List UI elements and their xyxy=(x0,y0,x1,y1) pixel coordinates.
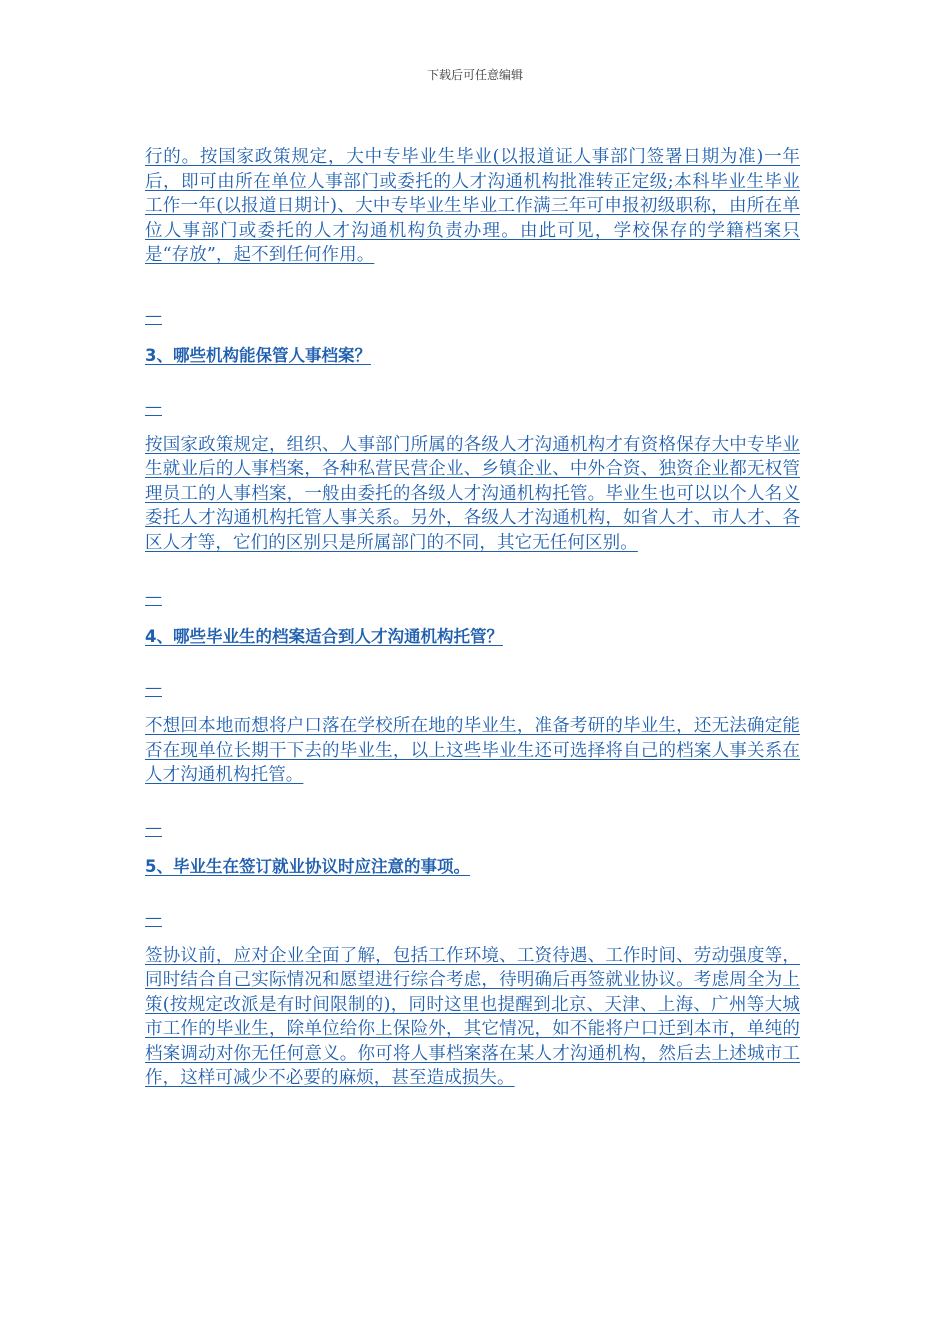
paragraph-link[interactable]: 签协议前，应对企业全面了解，包括工作环境、工资待遇、工作时间、劳动强度等，同时结合自己实际情况和愿望进行综合考虑，待明确后再签就业协议。考虑周全为上策(按规定改派是有时间限制的)，同时这里也提醒到北京、天津、上海、广州等大城市工作的毕业生，除单位给你上保险外，其它情况，如不能将户口迁到本市，单纯的档案调动对你无任何意义。你可将人事档案落在某人才沟通机构，然后去上述城市工作，这样可减少不必要的麻烦，甚至造成损失。 xyxy=(145,945,800,1088)
question-heading-5[interactable]: 5、毕业生在签订就业协议时应注意的事项。 xyxy=(145,856,470,876)
paragraph-link[interactable]: 不想回本地而想将户口落在学校所在地的毕业生，准备考研的毕业生，还无法确定能否在现单位长期干下去的毕业生，以上这些毕业生还可选择将自己的档案人事关系在人才沟通机构托管。 xyxy=(145,716,800,785)
dash-separator: — xyxy=(145,678,162,698)
question-heading-4[interactable]: 4、哪些毕业生的档案适合到人才沟通机构托管？ xyxy=(145,627,503,646)
paragraph-link[interactable]: 行的。按国家政策规定，大中专毕业生毕业(以报道证人事部门签署日期为准)一年后，即可由所在单位人事部门或委托的人才沟通机构批准转正定级;本科毕业生毕业工作一年(以报道日期计)、大中专毕业生毕业工作满三年可申报初级职称，由所在单位人事部门或委托的人才沟通机构负责办理。由此可见，学校保存的学籍档案只是“存放”，起不到任何作用。 xyxy=(145,147,800,265)
question-heading-3[interactable]: 3、哪些机构能保管人事档案？ xyxy=(145,345,371,365)
paragraph-agreement-notes[interactable] xyxy=(145,944,800,1091)
dash-separator: — xyxy=(145,587,162,607)
dash-separator: — xyxy=(145,305,162,326)
paragraph-link[interactable]: 按国家政策规定，组织、人事部门所属的各级人才沟通机构才有资格保存大中专毕业生就业后的人事档案，各种私营民营企业、乡镇企业、中外合资、独资企业都无权管理员工的人事档案，一般由委托的各级人才沟通机构托管。毕业生也可以以个人名义委托人才沟通机构托管人事关系。另外，各级人才沟通机构，如省人才、市人才、各区人才等，它们的区别只是所属部门的不同，其它无任何区别。 xyxy=(145,434,800,553)
paragraph-suitable-graduates[interactable] xyxy=(145,714,800,788)
paragraph-institutions[interactable] xyxy=(145,433,800,556)
paragraph-archive-storage[interactable] xyxy=(145,145,800,268)
dash-separator: — xyxy=(145,817,162,838)
dash-separator: — xyxy=(145,907,162,928)
document-body xyxy=(145,145,800,1091)
page-header-note: 下载后可任意编辑 xyxy=(426,68,523,82)
dash-separator: — xyxy=(145,396,162,417)
